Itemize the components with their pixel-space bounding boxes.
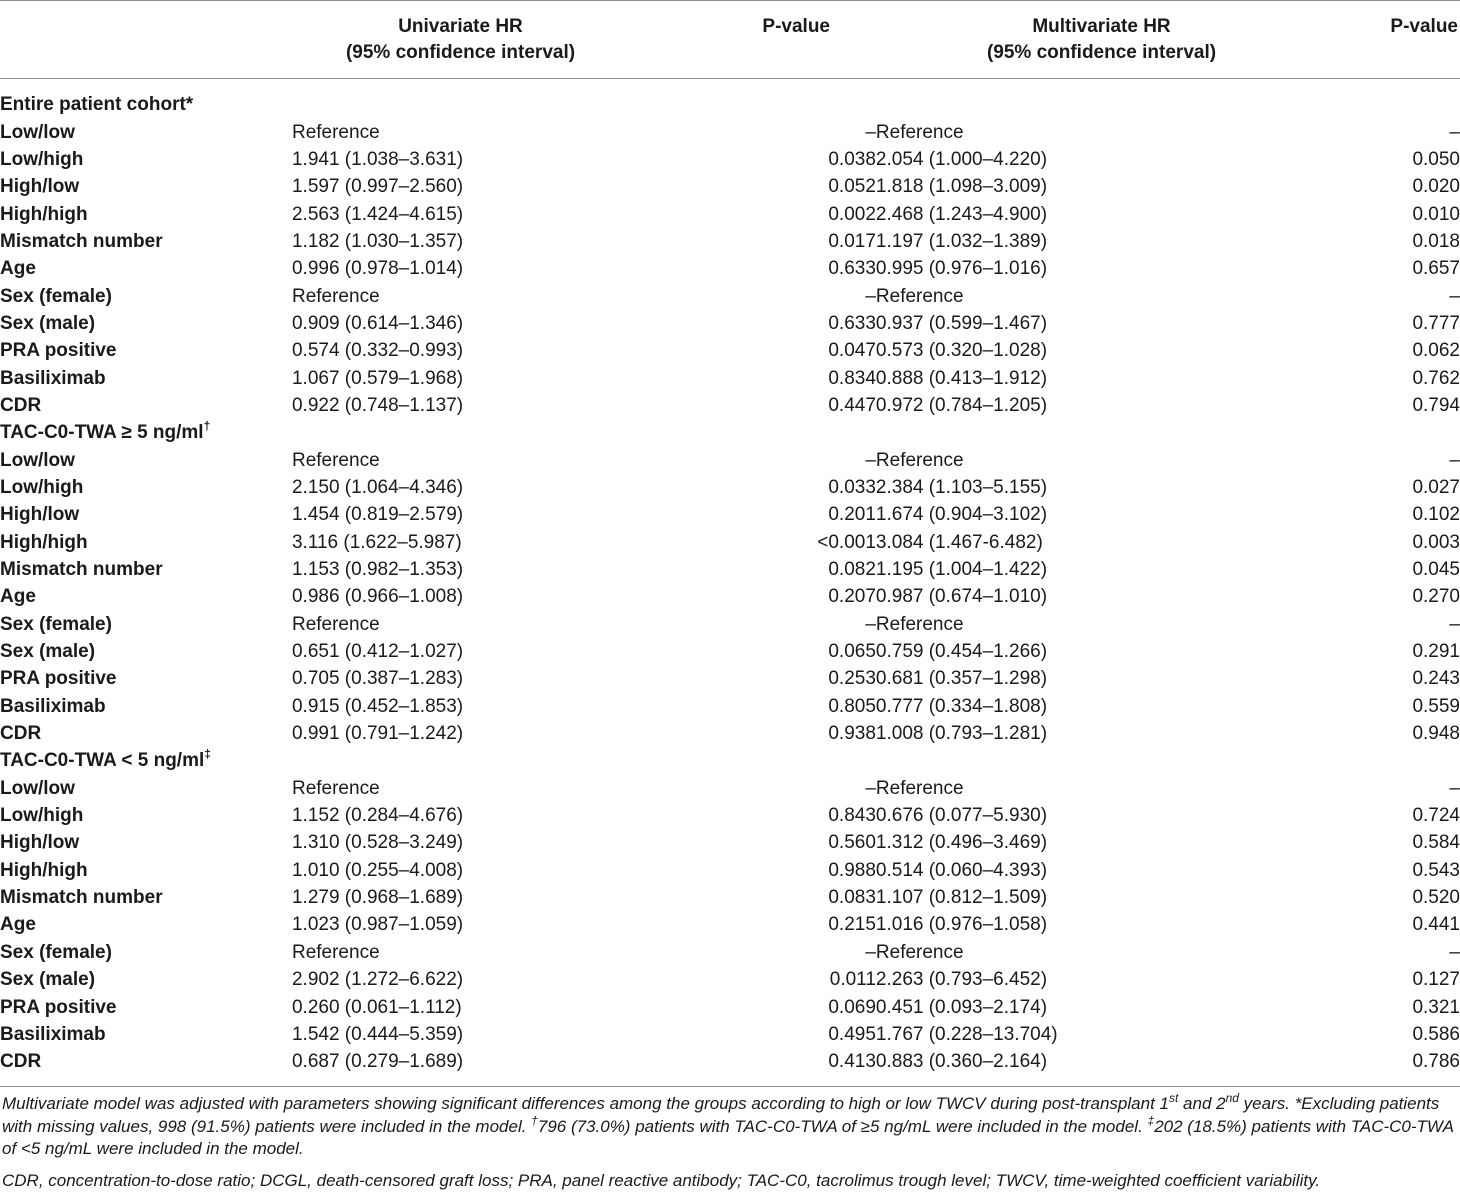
table-row	[0, 911, 1460, 938]
univariate-hr-cell: 2.902 (1.272–6.622)	[291, 969, 464, 991]
footnote-seg3: years. *Excluding patients with missing values, 998 (91.5%) patients were included in the model.	[2, 1094, 1440, 1136]
univariate-p-cell: –	[865, 777, 876, 799]
header-univariate-hr	[338, 14, 583, 66]
univariate-hr-cell: 0.991 (0.791–1.242)	[291, 723, 464, 745]
multivariate-hr-cell: 0.514 (0.060–4.393)	[875, 859, 1048, 881]
multivariate-p-cell: 0.291	[1412, 641, 1460, 663]
table-row	[0, 693, 1460, 720]
table-row	[0, 857, 1460, 884]
multivariate-p-cell: –	[1449, 941, 1460, 963]
row-label: Basiliximab	[0, 1023, 106, 1045]
univariate-p-cell: 0.988	[828, 859, 876, 881]
multivariate-hr-cell: Reference	[875, 285, 964, 307]
univariate-p-cell: <0.001	[817, 531, 876, 553]
row-label: Age	[0, 586, 36, 608]
section-title-footnote-mark: †	[203, 419, 211, 434]
univariate-hr-cell: 1.310 (0.528–3.249)	[291, 832, 464, 854]
multivariate-p-cell: 0.003	[1412, 531, 1460, 553]
univariate-hr-cell: 1.279 (0.968–1.689)	[291, 887, 464, 909]
section-title	[0, 419, 1460, 446]
multivariate-hr-cell: 0.681 (0.357–1.298)	[875, 668, 1048, 690]
table-row	[0, 200, 1460, 227]
row-label: Sex (male)	[0, 312, 96, 334]
table-row	[0, 364, 1460, 391]
section-title-footnote-mark: ‡	[204, 747, 211, 762]
univariate-hr-cell: 0.986 (0.966–1.008)	[291, 586, 464, 608]
multivariate-p-cell: 0.948	[1412, 723, 1460, 745]
univariate-p-cell: 0.560	[828, 832, 876, 854]
univariate-p-cell: 0.002	[828, 203, 876, 225]
univariate-hr-cell: Reference	[291, 613, 380, 635]
table-row	[0, 939, 1460, 966]
row-label: High/low	[0, 504, 80, 526]
multivariate-p-cell: 0.045	[1412, 559, 1460, 581]
multivariate-hr-cell: 1.818 (1.098–3.009)	[875, 176, 1048, 198]
header-univariate-line2: (95% confidence interval)	[345, 42, 576, 63]
row-label: Sex (female)	[0, 941, 112, 963]
row-label: Sex (female)	[0, 613, 112, 635]
table-row	[0, 228, 1460, 255]
univariate-hr-cell: 0.915 (0.452–1.853)	[291, 695, 464, 717]
multivariate-hr-cell: 0.883 (0.360–2.164)	[875, 1051, 1048, 1073]
row-label: Low/low	[0, 777, 75, 799]
univariate-hr-cell: 2.563 (1.424–4.615)	[291, 203, 464, 225]
univariate-hr-cell: 1.182 (1.030–1.357)	[291, 230, 464, 252]
multivariate-p-cell: 0.520	[1412, 887, 1460, 909]
footnote-seg5: 202 (18.5%) patients with TAC-C0-TWA of <5 ng/mL were included in the model.	[2, 1116, 1454, 1158]
univariate-p-cell: –	[865, 121, 876, 143]
univariate-hr-cell: 1.941 (1.038–3.631)	[291, 148, 464, 170]
multivariate-p-cell: 0.559	[1412, 695, 1460, 717]
multivariate-hr-cell: 1.016 (0.976–1.058)	[875, 914, 1048, 936]
univariate-hr-cell: 3.116 (1.622–5.987)	[291, 531, 462, 553]
multivariate-hr-cell: 0.937 (0.599–1.467)	[875, 312, 1048, 334]
univariate-hr-cell: 0.260 (0.061–1.112)	[291, 996, 462, 1018]
section-title-text: TAC-C0-TWA ≥ 5 ng/ml	[0, 422, 204, 444]
multivariate-p-cell: 0.586	[1412, 1023, 1460, 1045]
multivariate-p-cell: 0.027	[1412, 476, 1460, 498]
table-row	[0, 720, 1460, 747]
table-row	[0, 802, 1460, 829]
univariate-hr-cell: 1.023 (0.987–1.059)	[291, 914, 464, 936]
univariate-p-cell: –	[865, 285, 876, 307]
section-title-text: Entire patient cohort*	[0, 94, 194, 116]
footnote-seg4: 796 (73.0%) patients with TAC-C0-TWA of ≥5 ng/mL were included in the model.	[537, 1116, 1148, 1136]
table-row	[0, 529, 1460, 556]
multivariate-hr-cell: 1.674 (0.904–3.102)	[875, 504, 1048, 526]
univariate-p-cell: 0.207	[828, 586, 876, 608]
footnote-sup4: ‡	[1147, 1113, 1155, 1128]
row-label: CDR	[0, 723, 42, 745]
univariate-hr-cell: 1.067 (0.579–1.968)	[291, 367, 464, 389]
table-row	[0, 829, 1460, 856]
multivariate-hr-cell: 1.197 (1.032–1.389)	[875, 230, 1048, 252]
univariate-hr-cell: 0.922 (0.748–1.137)	[291, 394, 464, 416]
univariate-p-cell: 0.447	[828, 394, 876, 416]
multivariate-hr-cell: Reference	[875, 941, 964, 963]
table-row	[0, 993, 1460, 1020]
multivariate-hr-cell: 3.084 (1.467-6.482)	[875, 531, 1043, 553]
multivariate-p-cell: 0.062	[1412, 340, 1460, 362]
header-multivariate-line1: Multivariate HR	[1032, 16, 1171, 37]
header-rule	[0, 78, 1460, 79]
univariate-hr-cell: Reference	[291, 941, 380, 963]
multivariate-hr-cell: 0.573 (0.320–1.028)	[875, 340, 1048, 362]
table-row	[0, 118, 1460, 145]
multivariate-hr-cell: 1.312 (0.496–3.469)	[875, 832, 1048, 854]
univariate-hr-cell: 0.574 (0.332–0.993)	[291, 340, 464, 362]
univariate-p-cell: 0.633	[828, 258, 876, 280]
footnote-sup3: †	[531, 1113, 538, 1128]
multivariate-hr-cell: 0.759 (0.454–1.266)	[875, 641, 1048, 663]
row-label: Low/low	[0, 449, 75, 471]
univariate-hr-cell: 0.996 (0.978–1.014)	[291, 258, 464, 280]
footnote-seg1: Multivariate model was adjusted with parameters showing significant differences among the groups according to high or low TWCV during post-transplant 1	[2, 1094, 1169, 1113]
header-p-value-1	[730, 14, 830, 40]
multivariate-p-cell: 0.786	[1412, 1051, 1460, 1073]
table-row	[0, 1021, 1460, 1048]
table-row	[0, 665, 1460, 692]
row-label: High/low	[0, 176, 80, 198]
multivariate-p-cell: –	[1449, 777, 1460, 799]
univariate-p-cell: –	[865, 449, 876, 471]
table-row	[0, 474, 1460, 501]
row-label: Mismatch number	[0, 559, 163, 581]
multivariate-p-cell: –	[1449, 121, 1460, 143]
multivariate-p-cell: 0.724	[1412, 805, 1460, 827]
header-multivariate-hr	[978, 14, 1225, 66]
row-label: Sex (female)	[0, 285, 112, 307]
table-row	[0, 173, 1460, 200]
header-p-value-2-text: P-value	[1390, 16, 1458, 37]
row-label: Mismatch number	[0, 887, 163, 909]
row-label: Low/low	[0, 121, 75, 143]
multivariate-p-cell: 0.321	[1412, 996, 1460, 1018]
section-row	[0, 419, 1460, 446]
multivariate-hr-cell: 2.384 (1.103–5.155)	[875, 476, 1048, 498]
univariate-p-cell: 0.201	[828, 504, 876, 526]
table-row	[0, 255, 1460, 282]
table-row	[0, 638, 1460, 665]
multivariate-p-cell: 0.794	[1412, 394, 1460, 416]
multivariate-p-cell: 0.102	[1412, 504, 1460, 526]
table-row	[0, 446, 1460, 473]
row-label: PRA positive	[0, 996, 117, 1018]
multivariate-hr-cell: 2.263 (0.793–6.452)	[875, 969, 1048, 991]
multivariate-p-cell: 0.777	[1412, 312, 1460, 334]
multivariate-hr-cell: 0.777 (0.334–1.808)	[875, 695, 1048, 717]
row-label: PRA positive	[0, 668, 117, 690]
header-p-value-2	[1360, 14, 1458, 40]
multivariate-hr-cell: 1.767 (0.228–13.704)	[875, 1023, 1058, 1045]
row-label: Low/high	[0, 805, 84, 827]
multivariate-hr-cell: 0.972 (0.784–1.205)	[875, 394, 1048, 416]
footnote-abbreviations: CDR, concentration-to-dose ratio; DCGL, death-censored graft loss; PRA, panel reactive antibody; TAC-C0, tacrolimus trough level; TWCV, time-weighted coefficient variability.	[2, 1170, 1321, 1190]
table-footnotes	[2, 1093, 1458, 1192]
multivariate-hr-cell: 0.995 (0.976–1.016)	[875, 258, 1048, 280]
table-row	[0, 282, 1460, 309]
multivariate-p-cell: 0.762	[1412, 367, 1460, 389]
multivariate-p-cell: 0.584	[1412, 832, 1460, 854]
univariate-p-cell: –	[865, 613, 876, 635]
row-label: High/low	[0, 832, 80, 854]
row-label: Basiliximab	[0, 367, 106, 389]
top-rule	[0, 0, 1460, 1]
univariate-hr-cell: Reference	[291, 285, 380, 307]
row-label: Low/high	[0, 476, 84, 498]
univariate-hr-cell: 0.909 (0.614–1.346)	[291, 312, 464, 334]
univariate-p-cell: 0.065	[828, 641, 876, 663]
univariate-hr-cell: Reference	[291, 777, 380, 799]
footnote-seg2: and 2	[1178, 1094, 1226, 1113]
row-label: Sex (male)	[0, 641, 96, 663]
univariate-p-cell: 0.805	[828, 695, 876, 717]
multivariate-hr-cell: 2.468 (1.243–4.900)	[875, 203, 1048, 225]
multivariate-p-cell: 0.018	[1412, 230, 1460, 252]
table-row	[0, 392, 1460, 419]
multivariate-hr-cell: 1.107 (0.812–1.509)	[875, 887, 1048, 909]
row-label: PRA positive	[0, 340, 117, 362]
univariate-p-cell: 0.082	[828, 559, 876, 581]
row-label: Mismatch number	[0, 230, 163, 252]
row-label: Sex (male)	[0, 969, 96, 991]
univariate-hr-cell: Reference	[291, 121, 380, 143]
multivariate-hr-cell: 1.008 (0.793–1.281)	[875, 723, 1048, 745]
row-label: Age	[0, 258, 36, 280]
univariate-p-cell: 0.215	[828, 914, 876, 936]
univariate-hr-cell: 1.454 (0.819–2.579)	[291, 504, 464, 526]
multivariate-p-cell: –	[1449, 285, 1460, 307]
univariate-p-cell: 0.038	[828, 148, 876, 170]
univariate-p-cell: 0.495	[828, 1023, 876, 1045]
table-row	[0, 1048, 1460, 1075]
multivariate-hr-cell: Reference	[875, 777, 964, 799]
univariate-hr-cell: 1.152 (0.284–4.676)	[291, 805, 464, 827]
hazard-ratio-table	[0, 91, 1460, 1075]
multivariate-hr-cell: 0.451 (0.093–2.174)	[875, 996, 1048, 1018]
univariate-p-cell: 0.253	[828, 668, 876, 690]
header-multivariate-line2: (95% confidence interval)	[986, 42, 1217, 63]
multivariate-p-cell: 0.020	[1412, 176, 1460, 198]
section-row	[0, 747, 1460, 774]
univariate-p-cell: 0.633	[828, 312, 876, 334]
table-row	[0, 775, 1460, 802]
multivariate-hr-cell: 0.987 (0.674–1.010)	[875, 586, 1048, 608]
table-row	[0, 611, 1460, 638]
multivariate-hr-cell: 0.676 (0.077–5.930)	[875, 805, 1048, 827]
table-row	[0, 884, 1460, 911]
multivariate-p-cell: 0.127	[1412, 969, 1460, 991]
table-row	[0, 146, 1460, 173]
row-label: CDR	[0, 1051, 42, 1073]
footnote-sup2: nd	[1225, 1091, 1239, 1105]
table-row	[0, 556, 1460, 583]
univariate-p-cell: 0.047	[828, 340, 876, 362]
univariate-hr-cell: 1.010 (0.255–4.008)	[291, 859, 464, 881]
multivariate-p-cell: 0.050	[1412, 148, 1460, 170]
univariate-hr-cell: 1.542 (0.444–5.359)	[291, 1023, 464, 1045]
table-row	[0, 337, 1460, 364]
multivariate-p-cell: –	[1449, 613, 1460, 635]
univariate-p-cell: 0.843	[828, 805, 876, 827]
table-row	[0, 966, 1460, 993]
multivariate-p-cell: 0.657	[1412, 258, 1460, 280]
univariate-p-cell: 0.834	[828, 367, 876, 389]
footnote-sup1: st	[1168, 1091, 1179, 1105]
multivariate-hr-cell: 2.054 (1.000–4.220)	[875, 148, 1048, 170]
multivariate-p-cell: 0.010	[1412, 203, 1460, 225]
univariate-p-cell: 0.052	[828, 176, 876, 198]
multivariate-p-cell: –	[1449, 449, 1460, 471]
row-label: Basiliximab	[0, 695, 106, 717]
multivariate-hr-cell: Reference	[875, 449, 964, 471]
univariate-p-cell: 0.083	[828, 887, 876, 909]
multivariate-p-cell: 0.243	[1412, 668, 1460, 690]
row-label: High/high	[0, 859, 88, 881]
header-p-value-1-text: P-value	[762, 16, 830, 37]
section-title	[0, 91, 1460, 118]
multivariate-hr-cell: Reference	[875, 613, 964, 635]
univariate-p-cell: 0.017	[828, 230, 876, 252]
univariate-hr-cell: 1.597 (0.997–2.560)	[291, 176, 464, 198]
header-univariate-line1: Univariate HR	[398, 16, 523, 37]
row-label: Age	[0, 914, 36, 936]
univariate-hr-cell: Reference	[291, 449, 380, 471]
univariate-p-cell: 0.938	[828, 723, 876, 745]
table-row	[0, 583, 1460, 610]
row-label: High/high	[0, 531, 88, 553]
univariate-hr-cell: 0.651 (0.412–1.027)	[291, 641, 464, 663]
multivariate-p-cell: 0.543	[1412, 859, 1460, 881]
univariate-hr-cell: 0.705 (0.387–1.283)	[291, 668, 464, 690]
bottom-rule	[0, 1086, 1460, 1087]
section-title	[0, 747, 1460, 774]
univariate-hr-cell: 2.150 (1.064–4.346)	[291, 476, 464, 498]
univariate-hr-cell: 1.153 (0.982–1.353)	[291, 559, 464, 581]
footnote-model	[2, 1093, 1458, 1161]
section-title-text: TAC-C0-TWA < 5 ng/ml	[0, 750, 205, 772]
row-label: High/high	[0, 203, 88, 225]
multivariate-hr-cell: 0.888 (0.413–1.912)	[875, 367, 1048, 389]
univariate-p-cell: 0.069	[828, 996, 876, 1018]
table-row	[0, 310, 1460, 337]
univariate-p-cell: 0.033	[828, 476, 876, 498]
section-row	[0, 91, 1460, 118]
multivariate-hr-cell: 1.195 (1.004–1.422)	[875, 559, 1048, 581]
univariate-p-cell: 0.413	[828, 1051, 876, 1073]
multivariate-p-cell: 0.270	[1412, 586, 1460, 608]
multivariate-hr-cell: Reference	[875, 121, 964, 143]
row-label: Low/high	[0, 148, 84, 170]
row-label: CDR	[0, 394, 42, 416]
univariate-p-cell: 0.011	[829, 969, 876, 991]
univariate-hr-cell: 0.687 (0.279–1.689)	[291, 1051, 464, 1073]
univariate-p-cell: –	[865, 941, 876, 963]
multivariate-p-cell: 0.441	[1412, 914, 1460, 936]
table-row	[0, 501, 1460, 528]
